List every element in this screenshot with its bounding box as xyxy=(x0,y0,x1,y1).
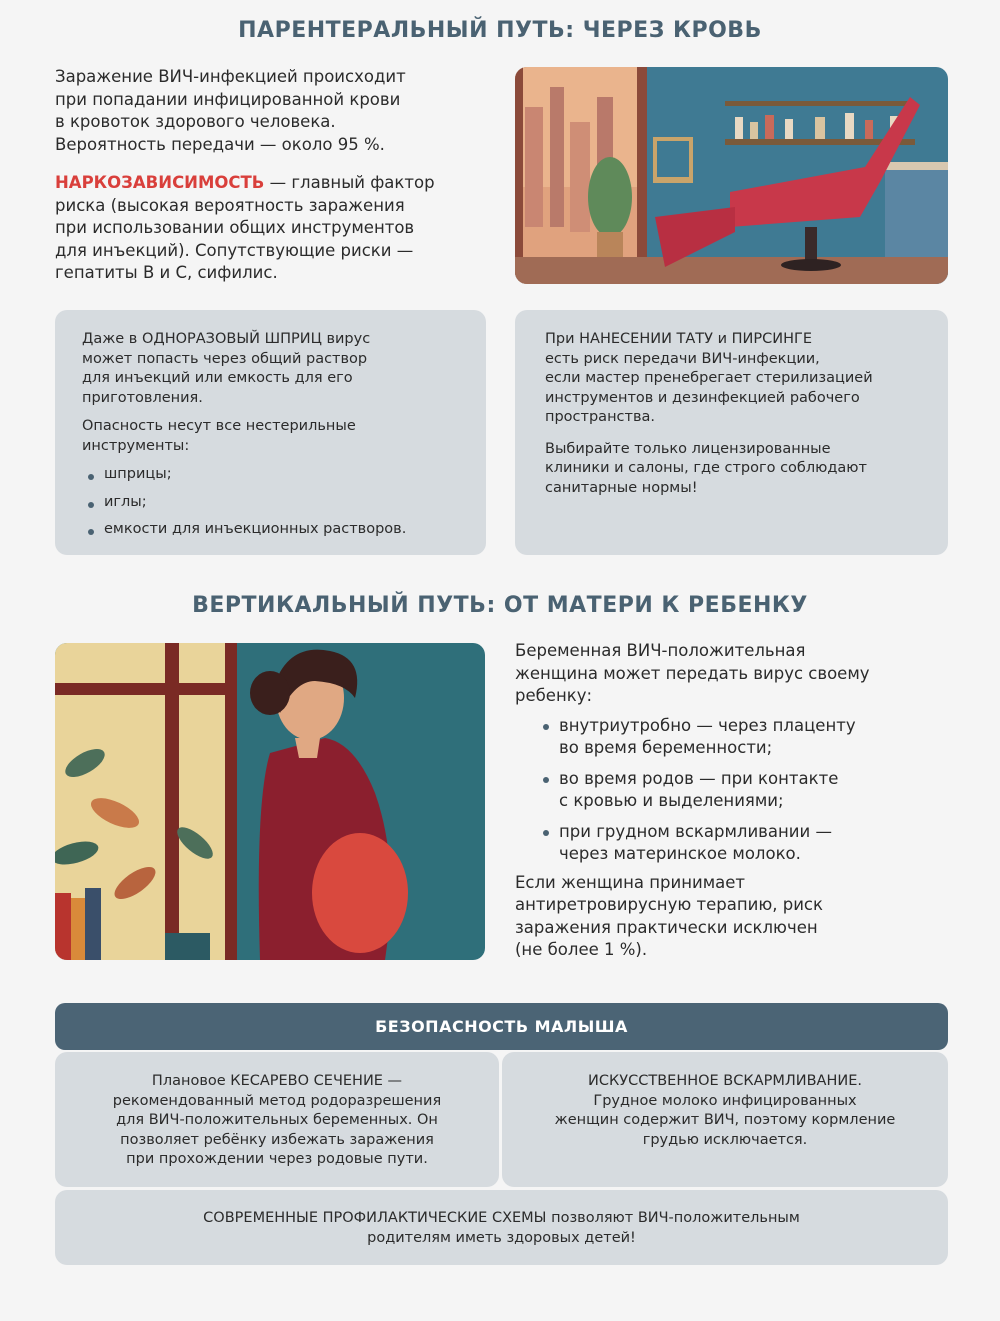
card-line: позволяет ребёнку избежать заражения xyxy=(120,1131,434,1148)
prevention-card xyxy=(55,1190,948,1265)
list-item xyxy=(537,821,955,866)
risk-line: риска (высокая вероятность заражения xyxy=(55,195,405,215)
risk-line xyxy=(55,172,495,195)
card-line: есть риск передачи ВИЧ-инфекции, xyxy=(545,350,820,367)
intro-line: ребенку: xyxy=(515,686,593,705)
list-item-line: через материнское молоко. xyxy=(559,844,801,863)
list-item-line: во время родов — при контакте xyxy=(559,768,839,788)
pregnant-woman-illustration xyxy=(55,643,485,960)
parenteral-intro xyxy=(55,66,495,156)
card-line: инструментов и дезинфекцией рабочего xyxy=(545,389,860,406)
intro-line: в кровоток здорового человека. xyxy=(55,112,336,131)
card-line: женщин содержит ВИЧ, поэтому кормление xyxy=(554,1112,896,1128)
risk-line: при использовании общих инструментов xyxy=(55,218,415,237)
list-item: иглы; xyxy=(82,493,472,513)
intro-line: Заражение ВИЧ-инфекцией происходит xyxy=(55,67,406,86)
artificial-feeding-card xyxy=(502,1052,948,1187)
outro-line: заражения практически исключен xyxy=(515,917,818,937)
risk-paragraph xyxy=(55,172,495,285)
card-line: для инъекций или емкость для его xyxy=(82,370,353,386)
card-line: ИСКУССТВЕННОЕ ВСКАРМЛИВАНИЕ. xyxy=(588,1073,862,1089)
section-title-parenteral: ПАРЕНТЕРАЛЬНЫЙ ПУТЬ: ЧЕРЕЗ КРОВЬ xyxy=(238,18,762,43)
section-title-vertical: ВЕРТИКАЛЬНЫЙ ПУТЬ: ОТ МАТЕРИ К РЕБЕНКУ xyxy=(192,593,808,618)
card-line: Опасность несут все нестерильные xyxy=(82,418,356,434)
vertical-text xyxy=(515,640,955,962)
card-line: рекомендованный метод родоразрешения xyxy=(112,1092,442,1109)
risk-accent: НАРКОЗАВИСИМОСТЬ xyxy=(55,173,265,192)
card-line: пространства. xyxy=(545,409,656,425)
tattoo-salon-illustration xyxy=(515,67,948,284)
intro-line: Беременная ВИЧ-положительная xyxy=(515,641,806,660)
cesarean-card xyxy=(55,1052,499,1187)
outro-line: (не более 1 %). xyxy=(515,940,648,959)
card-line: может попасть через общий раствор xyxy=(82,350,368,367)
safety-banner: БЕЗОПАСНОСТЬ МАЛЫША xyxy=(55,1003,948,1050)
intro-line: женщина может передать вирус своему xyxy=(515,663,870,683)
instruments-list xyxy=(82,465,472,540)
card-line: при прохождении через родовые пути. xyxy=(126,1151,428,1167)
intro-line: Вероятность передачи — около 95 %. xyxy=(55,134,385,154)
outro-line: Если женщина принимает xyxy=(515,872,746,892)
risk-line: для инъекций). Сопутствующие риски — xyxy=(55,240,414,260)
card-line: При НАНЕСЕНИИ ТАТУ и ПИРСИНГЕ xyxy=(545,331,813,347)
list-item: шприцы; xyxy=(82,465,472,485)
list-item: емкости для инъекционных растворов. xyxy=(82,520,472,540)
card-line: Грудное молоко инфицированных xyxy=(593,1092,857,1109)
risk-line: гепатиты В и С, сифилис. xyxy=(55,263,278,282)
outro-line: антиретровирусную терапию, риск xyxy=(515,895,823,914)
list-item-line: при грудном вскармливании — xyxy=(559,821,832,841)
list-item xyxy=(537,768,955,813)
transmission-list xyxy=(537,715,955,866)
list-item-line: с кровью и выделениями; xyxy=(559,791,784,810)
card-line: Плановое КЕСАРЕВО СЕЧЕНИЕ — xyxy=(151,1073,403,1089)
card-line: клиники и салоны, где строго соблюдают xyxy=(545,460,867,476)
card-line: СОВРЕМЕННЫЕ ПРОФИЛАКТИЧЕСКИЕ СХЕМЫ позволяют ВИЧ-положительным xyxy=(203,1210,800,1226)
syringe-card xyxy=(55,310,486,555)
list-item xyxy=(537,715,955,760)
intro-line: при попадании инфицированной крови xyxy=(55,89,401,109)
card-line: родителям иметь здоровых детей! xyxy=(367,1229,636,1246)
card-line: санитарные нормы! xyxy=(545,479,698,496)
card-line: инструменты: xyxy=(82,437,190,454)
tattoo-card xyxy=(515,310,948,555)
card-line: для ВИЧ-положительных беременных. Он xyxy=(116,1112,438,1128)
card-line: Выбирайте только лицензированные xyxy=(545,440,831,457)
list-item-line: во время беременности; xyxy=(559,738,773,757)
list-item-line: внутриутробно — через плаценту xyxy=(559,715,856,735)
card-line: приготовления. xyxy=(82,389,203,406)
card-line: Даже в ОДНОРАЗОВЫЙ ШПРИЦ вирус xyxy=(82,331,371,347)
card-line: грудью исключается. xyxy=(642,1131,808,1148)
card-line: если мастер пренебрегает стерилизацией xyxy=(545,370,873,386)
risk-line-rest: — главный фактор xyxy=(264,173,435,192)
